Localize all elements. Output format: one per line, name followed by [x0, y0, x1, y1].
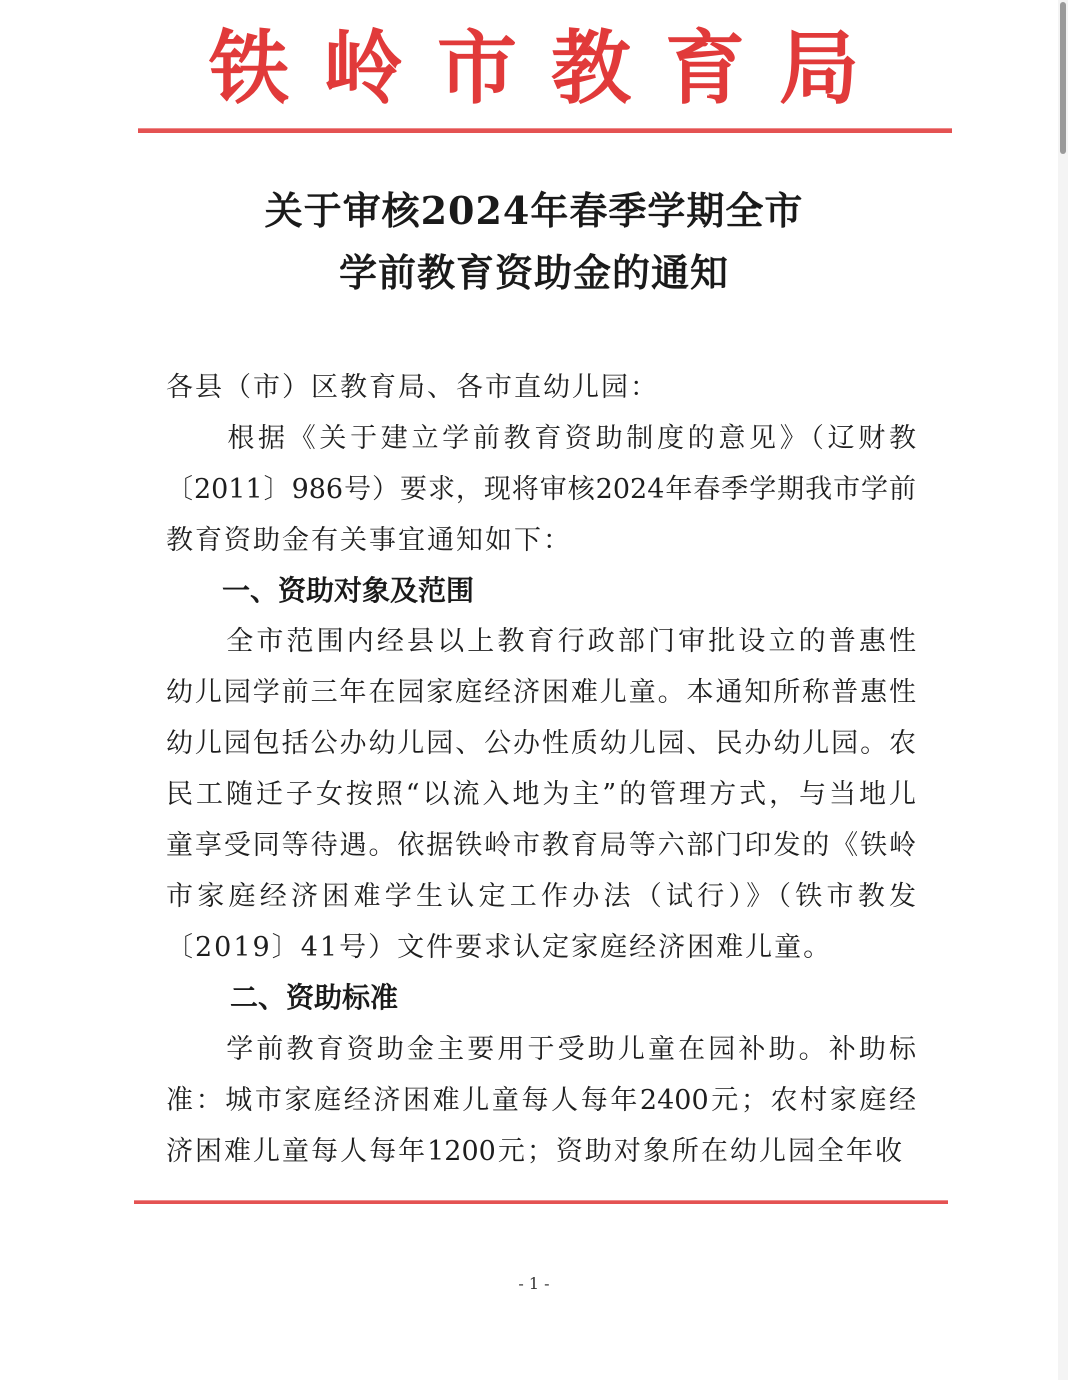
section-2-line: 学前教育资助金主要用于受助儿童在园补助。补助标: [166, 1034, 916, 1065]
document-title-line-1: 关于审核2024年春季学期全市: [264, 188, 804, 233]
section-1-line: 市家庭经济困难学生认定工作办法（试行）》（铁市教发: [166, 881, 916, 912]
section-1-line: 〔2019〕41号）文件要求认定家庭经济困难儿童。: [166, 932, 833, 963]
section-2-line: 准：城市家庭经济困难儿童每人每年2400元；农村家庭经: [166, 1085, 916, 1116]
section-2-heading: 二、资助标准: [230, 981, 399, 1014]
section-1-heading: 一、资助对象及范围: [222, 574, 475, 607]
section-2-line: 济困难儿童每人每年1200元；资助对象所在幼儿园全年收: [166, 1136, 902, 1167]
section-1-line: 幼儿园学前三年在园家庭经济困难儿童。本通知所称普惠性: [166, 677, 916, 708]
organization-header: 铁岭市教育局: [209, 21, 893, 115]
intro-line: 根据《关于建立学前教育资助制度的意见》（辽财教: [166, 423, 916, 454]
section-1-line: 幼儿园包括公办幼儿园、公办性质幼儿园、民办幼儿园。农: [166, 728, 916, 759]
section-1-line: 全市范围内经县以上教育行政部门审批设立的普惠性: [166, 626, 916, 657]
section-1-line: 民工随迁子女按照“以流入地为主”的管理方式，与当地儿: [166, 779, 916, 810]
header-red-rule: [138, 128, 952, 133]
document-title-line-2: 学前教育资助金的通知: [338, 250, 729, 295]
intro-line: 〔2011〕986号）要求，现将审核2024年春季学期我市学前: [166, 474, 916, 505]
salutation: 各县（市）区教育局、各市直幼儿园：: [166, 372, 659, 403]
page-number: - 1 -: [518, 1274, 550, 1293]
intro-line: 教育资助金有关事宜通知如下：: [166, 525, 572, 556]
footer-red-rule: [134, 1200, 948, 1204]
section-1-line: 童享受同等待遇。依据铁岭市教育局等六部门印发的《铁岭: [166, 830, 916, 861]
